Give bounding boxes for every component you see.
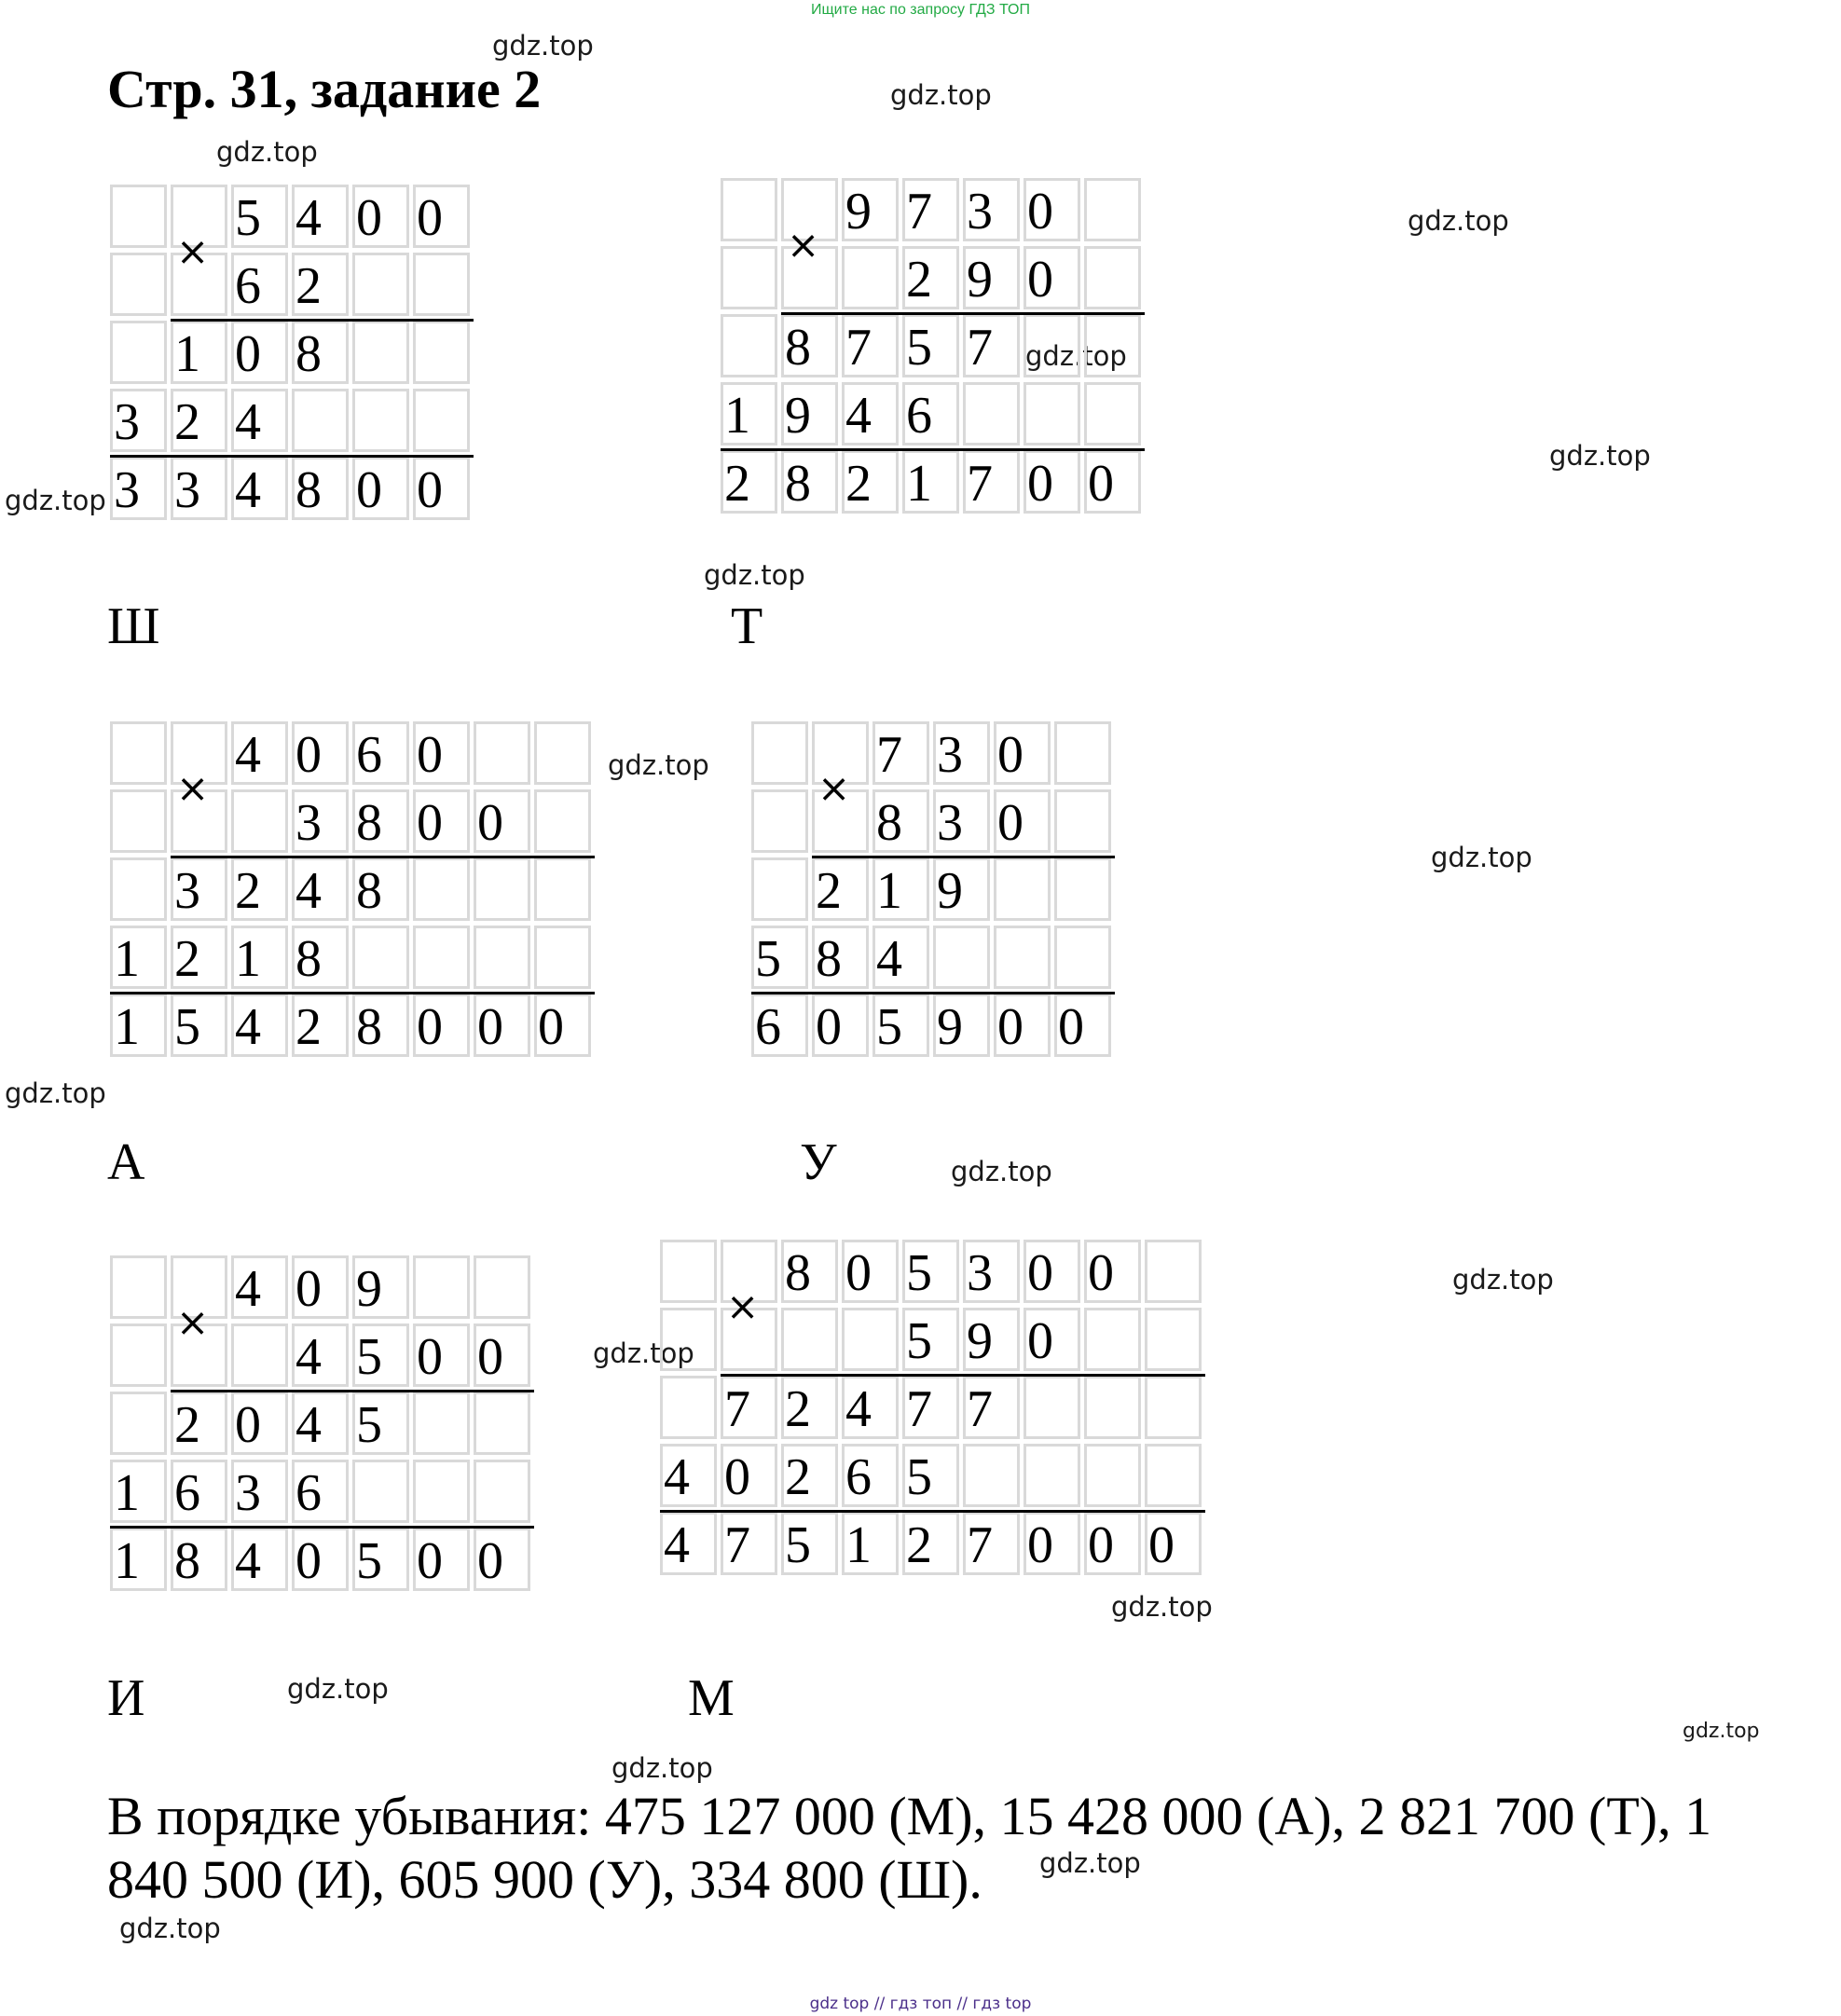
digit: 7 — [906, 1380, 932, 1438]
watermark: gdz.top — [1039, 1847, 1141, 1879]
digit: 0 — [1027, 1312, 1053, 1370]
digit: 4 — [235, 726, 261, 784]
digit: 1 — [845, 1516, 872, 1574]
digit: 3 — [174, 862, 200, 920]
digit — [1024, 382, 1083, 450]
digit — [1084, 1308, 1144, 1376]
digit: 5 — [356, 1396, 382, 1454]
digit: 5 — [906, 1244, 932, 1302]
digit: 0 — [417, 1532, 443, 1590]
digit — [1054, 926, 1114, 994]
digit — [534, 857, 594, 926]
digit: 6 — [845, 1448, 872, 1506]
digit — [413, 926, 473, 994]
digit: 8 — [356, 862, 382, 920]
watermark: gdz.top — [287, 1673, 389, 1705]
digit — [1084, 314, 1144, 382]
watermark: gdz.top — [1683, 1720, 1760, 1743]
digit — [110, 1392, 170, 1460]
digit: 9 — [937, 998, 963, 1056]
digit: 5 — [876, 998, 902, 1056]
sum-line — [110, 992, 595, 994]
digit: 4 — [664, 1448, 690, 1506]
watermark: gdz.top — [119, 1913, 221, 1944]
digit — [413, 1255, 473, 1323]
times-icon: × — [176, 1299, 210, 1345]
digit: 0 — [1148, 1516, 1175, 1574]
digit — [1024, 1444, 1083, 1512]
digit: 9 — [937, 862, 963, 920]
digit — [534, 789, 594, 857]
digit — [110, 857, 170, 926]
digit — [1145, 1308, 1204, 1376]
digit: 0 — [417, 189, 443, 247]
digit — [721, 314, 780, 382]
digit: 1 — [114, 930, 140, 988]
digit: 8 — [295, 461, 322, 519]
digit — [413, 857, 473, 926]
digit: 0 — [1027, 183, 1053, 240]
digit: 7 — [967, 455, 993, 513]
digit: 3 — [967, 1244, 993, 1302]
digit: 0 — [1027, 251, 1053, 309]
watermark: gdz.top — [608, 749, 709, 781]
digit: 8 — [816, 930, 842, 988]
digit: 2 — [295, 257, 322, 315]
digit: 4 — [235, 1260, 261, 1318]
sum-line — [751, 992, 1115, 994]
search-hint-banner: Ищите нас по запросу ГДЗ ТОП — [811, 2, 1030, 18]
digit: 1 — [114, 998, 140, 1056]
digit — [352, 253, 412, 321]
multiplier-underline — [781, 312, 1145, 315]
digit: 0 — [1088, 1244, 1114, 1302]
digit — [1024, 1376, 1083, 1444]
digit — [751, 721, 811, 789]
digit: 0 — [477, 1328, 503, 1386]
digit: 4 — [295, 1328, 322, 1386]
digit: 4 — [295, 1396, 322, 1454]
digit: 3 — [174, 461, 200, 519]
digit: 0 — [417, 461, 443, 519]
digit — [292, 389, 351, 457]
digit: 3 — [235, 1464, 261, 1522]
digit — [110, 1255, 170, 1323]
watermark: gdz.top — [704, 559, 805, 591]
digit: 2 — [845, 455, 872, 513]
digit: 7 — [845, 319, 872, 377]
digit: 0 — [538, 998, 564, 1056]
digit: 5 — [356, 1328, 382, 1386]
digit — [474, 721, 533, 789]
digit: 4 — [845, 1380, 872, 1438]
digit: 0 — [356, 461, 382, 519]
digit — [963, 1444, 1023, 1512]
digit — [110, 1323, 170, 1392]
digit — [413, 321, 473, 389]
digit — [751, 789, 811, 857]
digit: 0 — [1088, 1516, 1114, 1574]
digit — [1054, 857, 1114, 926]
digit: 4 — [235, 461, 261, 519]
digit — [352, 389, 412, 457]
digit: 6 — [356, 726, 382, 784]
digit — [110, 321, 170, 389]
digit: 1 — [876, 862, 902, 920]
watermark: gdz.top — [1025, 340, 1127, 372]
times-icon: × — [726, 1283, 760, 1329]
digit — [474, 1460, 533, 1528]
digit — [413, 1392, 473, 1460]
problem-label-u: У — [800, 1133, 837, 1191]
watermark: gdz.top — [492, 30, 594, 62]
digit: 7 — [724, 1516, 750, 1574]
digit — [110, 721, 170, 789]
digit — [842, 1308, 901, 1376]
digit: 9 — [967, 1312, 993, 1370]
digit: 5 — [906, 1448, 932, 1506]
digit: 8 — [174, 1532, 200, 1590]
digit: 5 — [906, 1312, 932, 1370]
digit: 8 — [785, 455, 811, 513]
multiplier-underline — [171, 1390, 534, 1392]
digit — [660, 1240, 720, 1308]
digit — [933, 926, 993, 994]
digit: 7 — [967, 1380, 993, 1438]
digit: 0 — [295, 1532, 322, 1590]
digit: 7 — [967, 319, 993, 377]
problem-label-i: И — [107, 1669, 145, 1727]
watermark: gdz.top — [611, 1752, 713, 1784]
digit: 7 — [967, 1516, 993, 1574]
digit: 2 — [295, 998, 322, 1056]
digit: 0 — [356, 189, 382, 247]
digit: 0 — [997, 726, 1024, 784]
digit: 0 — [477, 794, 503, 852]
digit: 1 — [235, 930, 261, 988]
watermark: gdz.top — [593, 1337, 694, 1369]
digit — [474, 1255, 533, 1323]
digit — [721, 178, 780, 246]
watermark: gdz.top — [951, 1156, 1052, 1187]
digit: 6 — [755, 998, 781, 1056]
digit — [751, 857, 811, 926]
digit: 8 — [356, 998, 382, 1056]
sum-line — [110, 455, 474, 458]
times-icon: × — [176, 228, 210, 274]
multiplier-underline — [171, 319, 474, 322]
digit — [534, 926, 594, 994]
footer-watermark: gdz top // гдз топ // гдз top — [809, 1995, 1032, 2013]
digit — [1084, 1444, 1144, 1512]
digit — [413, 389, 473, 457]
digit: 8 — [295, 930, 322, 988]
digit — [660, 1376, 720, 1444]
watermark: gdz.top — [216, 136, 318, 168]
digit: 5 — [356, 1532, 382, 1590]
digit — [110, 185, 170, 253]
digit: 9 — [845, 183, 872, 240]
digit — [352, 321, 412, 389]
page-title: Стр. 31, задание 2 — [107, 59, 542, 119]
digit: 4 — [295, 862, 322, 920]
digit — [110, 253, 170, 321]
digit: 7 — [906, 183, 932, 240]
digit: 8 — [356, 794, 382, 852]
digit: 0 — [845, 1244, 872, 1302]
multiplier-underline — [721, 1374, 1205, 1377]
digit: 1 — [114, 1532, 140, 1590]
digit: 0 — [997, 998, 1024, 1056]
digit: 2 — [906, 1516, 932, 1574]
multiplier-underline — [812, 856, 1115, 858]
digit — [413, 1460, 473, 1528]
watermark: gdz.top — [1452, 1264, 1554, 1296]
digit: 3 — [937, 726, 963, 784]
digit: 1 — [174, 325, 200, 383]
digit — [1145, 1240, 1204, 1308]
digit — [721, 246, 780, 314]
digit: 2 — [785, 1380, 811, 1438]
digit: 1 — [724, 387, 750, 445]
digit: 5 — [755, 930, 781, 988]
digit — [110, 789, 170, 857]
digit: 0 — [1058, 998, 1084, 1056]
digit: 7 — [724, 1380, 750, 1438]
digit — [781, 1308, 841, 1376]
problem-label-t: Т — [731, 597, 763, 655]
digit: 4 — [235, 393, 261, 451]
digit — [231, 1323, 291, 1392]
digit: 4 — [235, 998, 261, 1056]
digit — [994, 857, 1053, 926]
digit: 2 — [174, 393, 200, 451]
problem-label-m: М — [688, 1669, 735, 1727]
digit — [474, 857, 533, 926]
digit — [352, 1460, 412, 1528]
digit: 6 — [174, 1464, 200, 1522]
digit: 4 — [295, 189, 322, 247]
digit — [1084, 382, 1144, 450]
digit: 0 — [1027, 455, 1053, 513]
multiplier-underline — [171, 856, 595, 858]
digit: 3 — [114, 461, 140, 519]
digit — [534, 721, 594, 789]
digit — [474, 1392, 533, 1460]
digit: 0 — [816, 998, 842, 1056]
digit: 6 — [906, 387, 932, 445]
digit — [1084, 178, 1144, 246]
digit — [1084, 246, 1144, 314]
digit: 6 — [295, 1464, 322, 1522]
digit — [963, 382, 1023, 450]
digit — [1054, 721, 1114, 789]
digit: 7 — [876, 726, 902, 784]
digit — [1145, 1444, 1204, 1512]
watermark: gdz.top — [1111, 1591, 1213, 1623]
digit: 8 — [785, 1244, 811, 1302]
digit: 2 — [785, 1448, 811, 1506]
digit: 2 — [235, 862, 261, 920]
digit — [1024, 314, 1083, 382]
digit: 3 — [967, 183, 993, 240]
digit — [660, 1308, 720, 1376]
digit: 2 — [724, 455, 750, 513]
watermark: gdz.top — [5, 1077, 106, 1109]
watermark: gdz.top — [1408, 205, 1509, 237]
digit: 0 — [997, 794, 1024, 852]
digit: 1 — [906, 455, 932, 513]
digit: 0 — [1088, 455, 1114, 513]
digit — [413, 253, 473, 321]
digit: 0 — [417, 794, 443, 852]
digit — [1145, 1376, 1204, 1444]
digit: 2 — [174, 1396, 200, 1454]
digit: 4 — [876, 930, 902, 988]
digit: 5 — [906, 319, 932, 377]
digit: 6 — [235, 257, 261, 315]
times-icon: × — [787, 222, 820, 267]
watermark: gdz.top — [1431, 842, 1532, 873]
digit: 0 — [295, 1260, 322, 1318]
digit: 2 — [816, 862, 842, 920]
digit: 1 — [114, 1464, 140, 1522]
digit: 5 — [235, 189, 261, 247]
digit: 9 — [785, 387, 811, 445]
sum-line — [660, 1510, 1205, 1513]
digit: 0 — [724, 1448, 750, 1506]
digit: 0 — [1027, 1516, 1053, 1574]
sum-line — [721, 448, 1145, 451]
digit: 8 — [295, 325, 322, 383]
digit: 0 — [417, 1328, 443, 1386]
times-icon: × — [817, 765, 851, 811]
digit: 0 — [235, 325, 261, 383]
problem-label-a: А — [107, 1133, 145, 1191]
digit — [1084, 1376, 1144, 1444]
digit — [352, 926, 412, 994]
digit: 4 — [664, 1516, 690, 1574]
digit: 9 — [967, 251, 993, 309]
digit: 5 — [785, 1516, 811, 1574]
watermark: gdz.top — [890, 79, 992, 111]
watermark: gdz.top — [5, 485, 106, 516]
digit: 0 — [417, 726, 443, 784]
digit: 4 — [235, 1532, 261, 1590]
times-icon: × — [176, 765, 210, 811]
digit: 2 — [174, 930, 200, 988]
digit — [231, 789, 291, 857]
digit: 8 — [785, 319, 811, 377]
digit: 0 — [477, 1532, 503, 1590]
digit: 2 — [906, 251, 932, 309]
digit: 0 — [295, 726, 322, 784]
answer-text: В порядке убывания: 475 127 000 (М), 15 428 000 (А), 2 821 700 (Т), 1 840 500 (И), 605 900 (У), 334 800 (Ш). — [107, 1786, 1712, 1910]
digit: 0 — [417, 998, 443, 1056]
sum-line — [110, 1526, 534, 1529]
digit — [842, 246, 901, 314]
digit: 0 — [477, 998, 503, 1056]
digit: 5 — [174, 998, 200, 1056]
digit: 8 — [876, 794, 902, 852]
watermark: gdz.top — [1549, 440, 1651, 472]
digit — [994, 926, 1053, 994]
problem-label-sh: Ш — [107, 597, 160, 655]
digit: 0 — [235, 1396, 261, 1454]
digit: 4 — [845, 387, 872, 445]
digit — [1054, 789, 1114, 857]
digit: 3 — [937, 794, 963, 852]
digit — [474, 926, 533, 994]
digit: 0 — [1027, 1244, 1053, 1302]
digit: 3 — [295, 794, 322, 852]
digit: 3 — [114, 393, 140, 451]
digit: 9 — [356, 1260, 382, 1318]
